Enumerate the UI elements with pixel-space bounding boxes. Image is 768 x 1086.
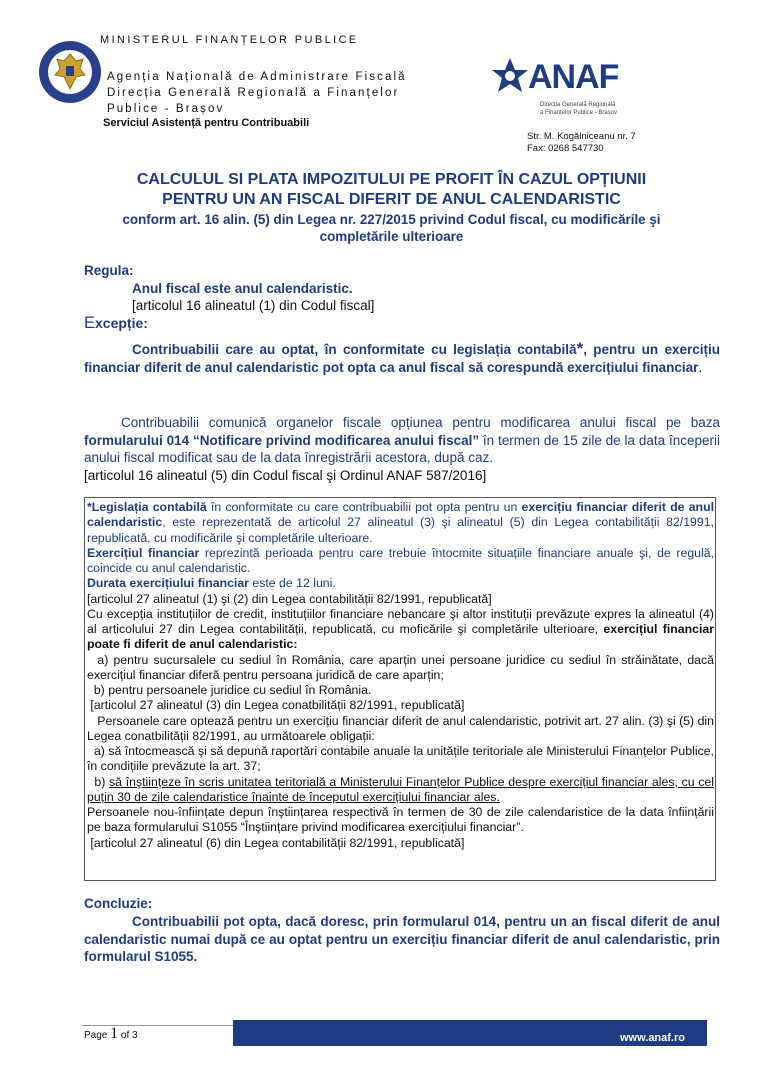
box-obligation-b-text: să înştiințeze în scris unitatea teritorială a Ministerului Finanțelor Publice despre exercițiul financiar ales, cu cel puțin 30 de zile calendaristice înainte de începutul exercițiului financiar ales. [87, 774, 714, 804]
exception-heading-initial: E [84, 314, 96, 332]
box-para-exceptions [87, 607, 714, 653]
anaf-logo [490, 56, 650, 126]
legislation-box-content [87, 500, 718, 851]
exception-paragraph [84, 340, 720, 376]
box-legislation-term-2: exercițiu financiar diferit de anul calendaristic [87, 500, 715, 530]
page-total: of 3 [120, 1030, 138, 1041]
anaf-star-icon [490, 56, 530, 96]
box-reference-2: [articolul 27 alineatul (3) din Legea conatbilității 82/1991, republicată] [87, 698, 465, 713]
exception-dot: . [698, 359, 703, 375]
box-legislation-term: *Legislația contabilă [87, 500, 207, 514]
box-item-b: b) pentru persoanele juridice cu sediul în România. [87, 683, 372, 697]
box-exceptions-bold: exercițiul financiar poate fi diferit de anul calendaristic: [87, 622, 714, 652]
agency-line-1: Agenția Națională de Administrare Fiscală [107, 71, 407, 83]
anaf-subtitle-2: a Finanțelor Publice - Brașov [540, 110, 618, 116]
communication-text: Contribuabilii comunică organelor fiscale opțiunea pentru modificarea anului fiscal pe baza [121, 415, 720, 430]
box-para-new-entities: Persoanele nou-înființate depun înştiințarea respectivă în termen de 30 de zile calendaristice de la data înființării pe baza formularului S1055 “Înştiințare privind modificarea exercițiului financiar”. [87, 805, 714, 835]
box-para-financial-year [87, 546, 714, 577]
communication-text-rest: în termen de 15 zile de la data începerii anului fiscal modificat sau de la data înregistrării acestora, după caz. [84, 432, 720, 465]
box-financial-year-term: Exercițiul financiar [87, 545, 200, 560]
agency-block [107, 69, 437, 117]
box-exceptions-text: Cu excepția instituțiilor de credit, instituțiilor financiare nebancare şi altor instituții prevăzute expres la alineatul (4) al articolului 27 din Legea contabilității, republicată, cu moficările şi completările ulterioare, [87, 606, 714, 636]
box-legislation-text: în conformitate cu care contribuabilii pot opta pentru un [206, 500, 522, 514]
conclusion-paragraph: Contribuabilii pot opta, dacă doresc, prin formularul 014, pentru un an fiscal diferit de anul calendaristic numai după ce au optat pentru un exercițiu financiar diferit de anul calendaristic, prin formularul S1055. [84, 914, 720, 964]
box-legislation-text-2: , este reprezentată de articolul 27 alineatul (3) şi alineatul (5) din Legea contabilității 82/1991, republicată, cu modificările şi completările ulterioare. [87, 515, 714, 545]
rule-heading: Regula: [84, 263, 134, 278]
rule-text: Anul fiscal este anul calendaristic. [132, 281, 353, 296]
box-reference-1: [articolul 27 alineatul (1) şi (2) din Legea contabilității 82/1991, republicată] [87, 591, 492, 606]
page-number: 1 [110, 1025, 119, 1042]
exception-heading [84, 314, 148, 333]
address-block [527, 131, 636, 155]
exception-text: Contribuabilii care au optat, în conformitate cu legislația contabilă [132, 342, 577, 357]
address-street: Str. M. Kogălniceanu nr. 7 [527, 131, 636, 142]
communication-form-name: formularului 014 “Notificare privind modificarea anului fiscal” [84, 432, 480, 448]
box-reference-3: [articolul 27 alineatul (6) din Legea contabilității 82/1991, republicată] [87, 835, 465, 850]
anaf-wordmark: ANAF [528, 58, 619, 96]
box-duration-term: Durata exercițiului financiar [87, 576, 249, 591]
page-indicator [84, 1025, 138, 1043]
ministry-name: MINISTERUL FINANȚELOR PUBLICE [100, 34, 359, 46]
conclusion-heading: Concluzie: [84, 896, 153, 911]
address-fax: Fax: 0268 547730 [527, 143, 604, 154]
document-subtitle: conform art. 16 alin. (5) din Legea nr. 227/2015 privind Codul fiscal, cu modificările şi completările ulterioare [122, 212, 661, 244]
communication-paragraph [84, 414, 720, 484]
anaf-subtitle-1: Direcția Generală Regională [540, 102, 616, 108]
box-obligation-b-prefix: b) [87, 774, 110, 789]
box-item-a: a) pentru sucursalele cu sediul în România, care aparțin unei persoane juridice cu sediul în străinătate, dacă exercițiul financiar diferă pentru persoana juridică de care aparțin; [87, 652, 718, 682]
exception-heading-rest: xcepție: [95, 315, 148, 331]
document-title [84, 170, 699, 210]
title-line-1: CALCULUL SI PLATA IMPOZITULUI PE PROFIT ÎN CAZUL OPȚIUNII [136, 171, 647, 188]
box-para-legislation [87, 500, 714, 546]
service-name: Serviciul Asistență pentru Contribuabili [103, 117, 310, 129]
page-label: Page [84, 1030, 108, 1041]
title-line-2: PENTRU UN AN FISCAL DIFERIT DE ANUL CALENDARISTIC [162, 191, 621, 208]
agency-line-2: Direcția Generală Regională a Finanțelor [107, 87, 400, 99]
exception-star: * [576, 339, 584, 358]
box-obligation-b [87, 775, 714, 806]
box-para-duration [87, 576, 714, 591]
box-obligation-a: a) să întocmească şi să depună raportări contabile anuale la unitățile teritoriale ale Ministerului Finanțelor Publice, în condițiile prevăzute la art. 37; [87, 744, 718, 774]
exception-text-2: , pentru un exercițiu financiar diferit de anul calendaristic pot opta ca anul fiscal să corespundă exercițiului financiar [84, 342, 720, 375]
rule-reference: [articolul 16 alineatul (1) din Codul fiscal] [132, 298, 375, 313]
box-duration-text: este de 12 luni. [248, 576, 336, 591]
box-para-obligations: Persoanele care optează pentru un exercițiu financiar diferit de anul calendaristic, potrivit art. 27 alin. (3) şi (5) din Legea conatbilității 82/1991, au următoarele obligații: [87, 713, 718, 743]
box-financial-year-text: reprezintă perioada pentru care trebuie întocmite situațiile financiare anuale şi, de regulă, coincide cu anul calendaristic. [87, 545, 714, 575]
communication-reference: [articolul 16 alineatul (5) din Codul fiscal şi Ordinul ANAF 587/2016] [84, 467, 487, 483]
agency-line-3: Publice - Brașov [107, 103, 225, 115]
footer-url[interactable]: www.anaf.ro [620, 1032, 685, 1044]
ministry-seal-icon [37, 39, 103, 105]
